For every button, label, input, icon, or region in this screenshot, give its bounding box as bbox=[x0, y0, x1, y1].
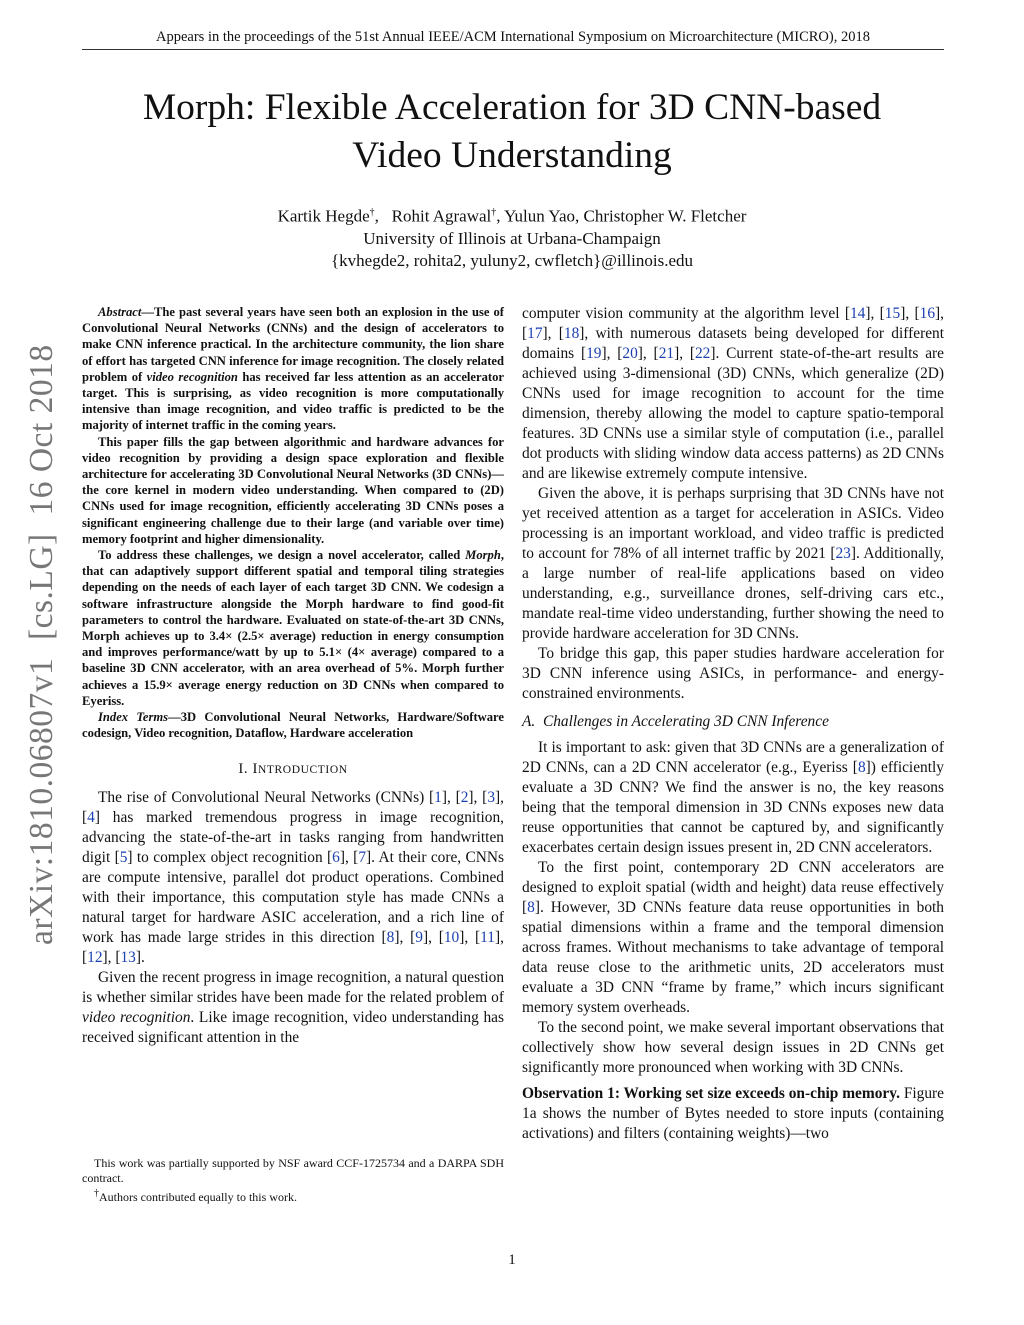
right-paragraph-5: To the first point, contemporary 2D CNN accelerators are designed to exploit spatial (width and height) data reuse effectively [8]. However, 3D CNNs feature data reuse opportunities in both spatial dimensions within a frame and the temporal dimension across frames. Without mechanisms to take advantage of temporal data reuse close to the arithmetic units, 2D accelerators must evaluate a 3D CNN “frame by frame,” which incurs significant memory system overheads. bbox=[522, 859, 944, 1016]
citation-link[interactable]: 8 bbox=[857, 759, 866, 776]
citation-link[interactable]: 16 bbox=[919, 305, 936, 322]
author-block bbox=[160, 202, 864, 272]
citation-link[interactable]: 2 bbox=[460, 789, 469, 807]
citation-link[interactable]: 13 bbox=[120, 949, 136, 967]
arxiv-stamp: arXiv:1810.06807v1 [cs.LG] 16 Oct 2018 bbox=[23, 344, 60, 945]
section-heading-introduction: I. INTRODUCTION bbox=[238, 761, 348, 778]
citation-link[interactable]: 19 bbox=[586, 345, 602, 362]
page-number: 1 bbox=[508, 1252, 516, 1268]
subsection-heading-challenges: A. Challenges in Accelerating 3D CNN Inference bbox=[522, 713, 829, 730]
footnote-equal-contribution: †Authors contributed equally to this work. bbox=[94, 1188, 297, 1204]
citation-link[interactable]: 14 bbox=[849, 305, 866, 322]
abstract-p2: This paper fills the gap between algorithmic and hardware advances for video recognition by providing a design space exploration and flexible architecture for accelerating 3D Convolutional Neural Networks (3D CNNs)—the core kernel in modern video understanding. When compared to (2D) CNNs used for image recognition, efficiently accelerating 3D CNNs poses a significant engineering challenge due to their large (and variable over time) memory footprint and higher dimensionality. bbox=[82, 434, 504, 546]
title-line-2: Video Understanding bbox=[352, 135, 672, 176]
index-terms: Index Terms—3D Convolutional Neural Networks, Hardware/Software codesign, Video recognition, Dataflow, Hardware acceleration bbox=[82, 710, 504, 741]
observation-1: Observation 1: Working set size exceeds on-chip memory. Figure 1a shows the number of Bytes needed to store inputs (containing activations) and filters (containing weights)—two bbox=[522, 1085, 944, 1142]
right-column bbox=[522, 304, 944, 1144]
citation-link[interactable]: 20 bbox=[622, 345, 638, 362]
citation-link[interactable]: 10 bbox=[443, 929, 460, 947]
abstract bbox=[82, 304, 504, 741]
citation-link[interactable]: 6 bbox=[332, 849, 340, 867]
title-line-1: Morph: Flexible Acceleration for 3D CNN-based bbox=[142, 87, 882, 128]
citation-link[interactable]: 18 bbox=[563, 325, 580, 342]
footnotes bbox=[82, 1156, 504, 1205]
right-paragraph-4: It is important to ask: given that 3D CNNs are a generalization of 2D CNNs, can a 2D CNN accelerator (e.g., Eyeriss [8]) efficiently evaluate a 3D CNN? We find the answer is no, the key reasons being that the temporal dimension in 3D CNNs exposes new data reuse opportunities that cannot be captured by, and significantly exacerbates certain design issues present in, 2D CNN accelerators. bbox=[522, 739, 944, 856]
citation-link[interactable]: 17 bbox=[527, 325, 543, 342]
intro-paragraph-1: The rise of Convolutional Neural Networks (CNNs) [1], [2], [3], [4] has marked tremendous progress in image recognition, advancing the state-of-the-art in tasks ranging from handwritten digit [5] to complex object recognition [6], [7]. At their core, CNNs are compute intensive, parallel dot product operations. Combined with their importance, this computation style has made CNNs a natural target for hardware ASIC acceleration, and a rich line of work has made large strides in this direction [8], [9], [10], [11], [12], [13]. bbox=[82, 789, 504, 967]
citation-link[interactable]: 8 bbox=[527, 899, 535, 916]
author-emails: {kvhegde2, rohita2, yuluny2, cwfletch}@illinois.edu bbox=[331, 250, 693, 270]
observation-label: Observation 1: Working set size exceeds on-chip memory. bbox=[522, 1085, 900, 1102]
citation-link[interactable]: 12 bbox=[87, 949, 103, 967]
author-names: Kartik Hegde†, Rohit Agrawal†, Yulun Yao, Christopher W. Fletcher bbox=[277, 206, 747, 226]
footnote-funding: This work was partially supported by NSF award CCF-1725734 and a DARPA SDH contract. bbox=[82, 1156, 504, 1185]
citation-link[interactable]: 5 bbox=[119, 849, 128, 867]
intro-paragraph-2: Given the recent progress in image recognition, a natural question is whether similar strides have been made for the related problem of video recognition. Like image recognition, video understanding has received significant attention in the bbox=[82, 969, 505, 1047]
right-paragraph-2: Given the above, it is perhaps surprising that 3D CNNs have not yet received attention as a target for acceleration in ASICs. Video processing is an important workload, and video traffic is predicted to account for 78% of all internet traffic by 2021 [23]. Additionally, a large number of real-life applications based on video understanding, e.g., surveillance drones, self-driving cars etc., mandate real-time video understanding, further showing the need to provide hardware acceleration for 3D CNNs. bbox=[522, 485, 944, 642]
right-paragraph-3: To bridge this gap, this paper studies hardware acceleration for 3D CNN inference using ASICs, in performance- and energy- constrained environments. bbox=[522, 645, 944, 702]
abstract-p1: Abstract—The past several years have seen both an explosion in the use of Convolutional Neural Networks (CNNs) and the design of accelerators to make CNN inference practical. In the architecture community, the lion share of effort has targeted CNN inference for image recognition. The closely related problem of video recognition has received far less attention as an accelerator target. This is surprising, as video recognition is more computationally intensive than image recognition, and video traffic is predicted to be the majority of internet traffic in the coming years. bbox=[82, 305, 504, 433]
venue-header: Appears in the proceedings of the 51st Annual IEEE/ACM International Symposium on Microarchitecture (MICRO), 2018 bbox=[82, 28, 944, 50]
citation-link[interactable]: 3 bbox=[487, 789, 496, 807]
right-paragraph-6: To the second point, we make several important observations that collectively show how several design issues in 2D CNNs get significantly more pronounced when working with 3D CNNs. bbox=[522, 1019, 944, 1076]
citation-link[interactable]: 21 bbox=[658, 345, 675, 362]
paper-title bbox=[60, 84, 964, 180]
abstract-p3: To address these challenges, we design a novel accelerator, called Morph, that can adaptively support different spatial and temporal tiling strategies depending on the needs of each layer of each target 3D CNN. We codesign a software infrastructure alongside the Morph hardware to find good-fit parameters to control the hardware. Evaluated on state-of-the-art 3D CNNs, Morph achieves up to 3.4× (2.5× average) reduction in energy consumption and improves performance/watt by up to 5.1× (4× average) compared to a baseline 3D CNN accelerator, with an area overhead of 5%. Morph further achieves a 15.9× average energy reduction on 3D CNNs when compared to Eyeriss. bbox=[82, 548, 504, 708]
citation-link[interactable]: 22 bbox=[694, 345, 711, 362]
citation-link[interactable]: 23 bbox=[835, 545, 851, 562]
citation-link[interactable]: 9 bbox=[415, 929, 423, 947]
citation-link[interactable]: 7 bbox=[358, 849, 367, 867]
citation-link[interactable]: 15 bbox=[884, 305, 901, 322]
right-paragraph-1: computer vision community at the algorithm level [14], [15], [16], [17], [18], with numerous datasets being developed for different domains [19], [20], [21], [22]. Current state-of-the-art results are achieved using 3-dimensional (3D) CNNs, which generalize (2D) CNNs used for image recognition to account for the time dimension, thereby allowing the model to capture spatio-temporal features. 3D CNNs use a similar style of computation (i.e., parallel dot products with sliding window data access patterns) as 2D CNNs and are likewise extremely compute intensive. bbox=[522, 305, 944, 482]
left-column bbox=[82, 304, 504, 1048]
affiliation: University of Illinois at Urbana-Champaign bbox=[363, 228, 661, 248]
citation-link[interactable]: 4 bbox=[87, 809, 95, 827]
citation-link[interactable]: 1 bbox=[434, 789, 442, 807]
citation-link[interactable]: 8 bbox=[386, 929, 395, 947]
citation-link[interactable]: 11 bbox=[480, 929, 495, 947]
